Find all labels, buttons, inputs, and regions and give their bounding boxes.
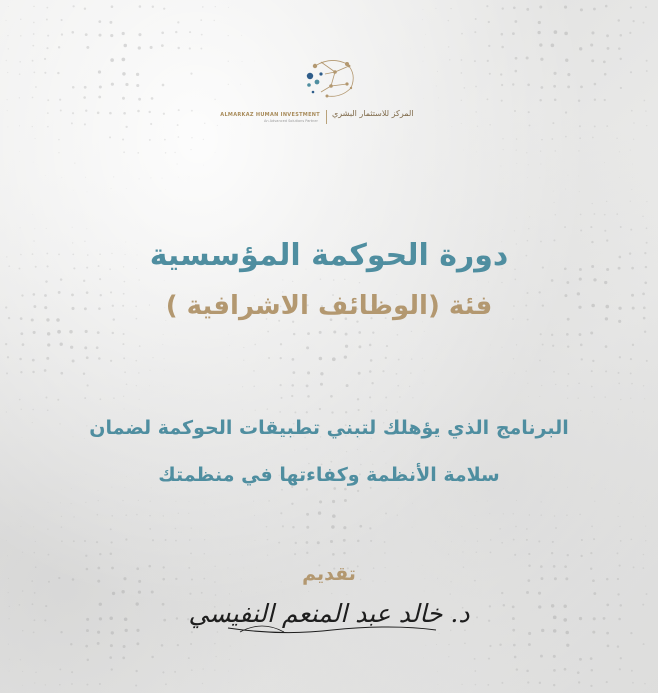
description-line-1: البرنامج الذي يؤهلك لتبني تطبيقات الحوكمة لضمان bbox=[89, 417, 569, 439]
logo-name-arabic: المركز للاستثمار البشري bbox=[332, 109, 414, 118]
logo-name-english: ALMARKAZ HUMAN INVESTMENT bbox=[220, 112, 320, 118]
presenter-name: د. خالد عبد المنعم النفيسي bbox=[188, 599, 470, 628]
logo-divider bbox=[326, 110, 327, 124]
organization-logo bbox=[0, 52, 658, 132]
course-category: فئة (الوظائف الاشرافية ) bbox=[165, 291, 493, 321]
logo-tagline-english: An Advanced Solutions Partner bbox=[263, 119, 318, 123]
network-globe-icon bbox=[301, 52, 363, 104]
presenter-label: تقديم bbox=[302, 563, 356, 585]
course-title: دورة الحوكمة المؤسسية bbox=[149, 238, 509, 273]
description-line-2: سلامة الأنظمة وكفاءتها في منظمتك bbox=[158, 464, 500, 486]
